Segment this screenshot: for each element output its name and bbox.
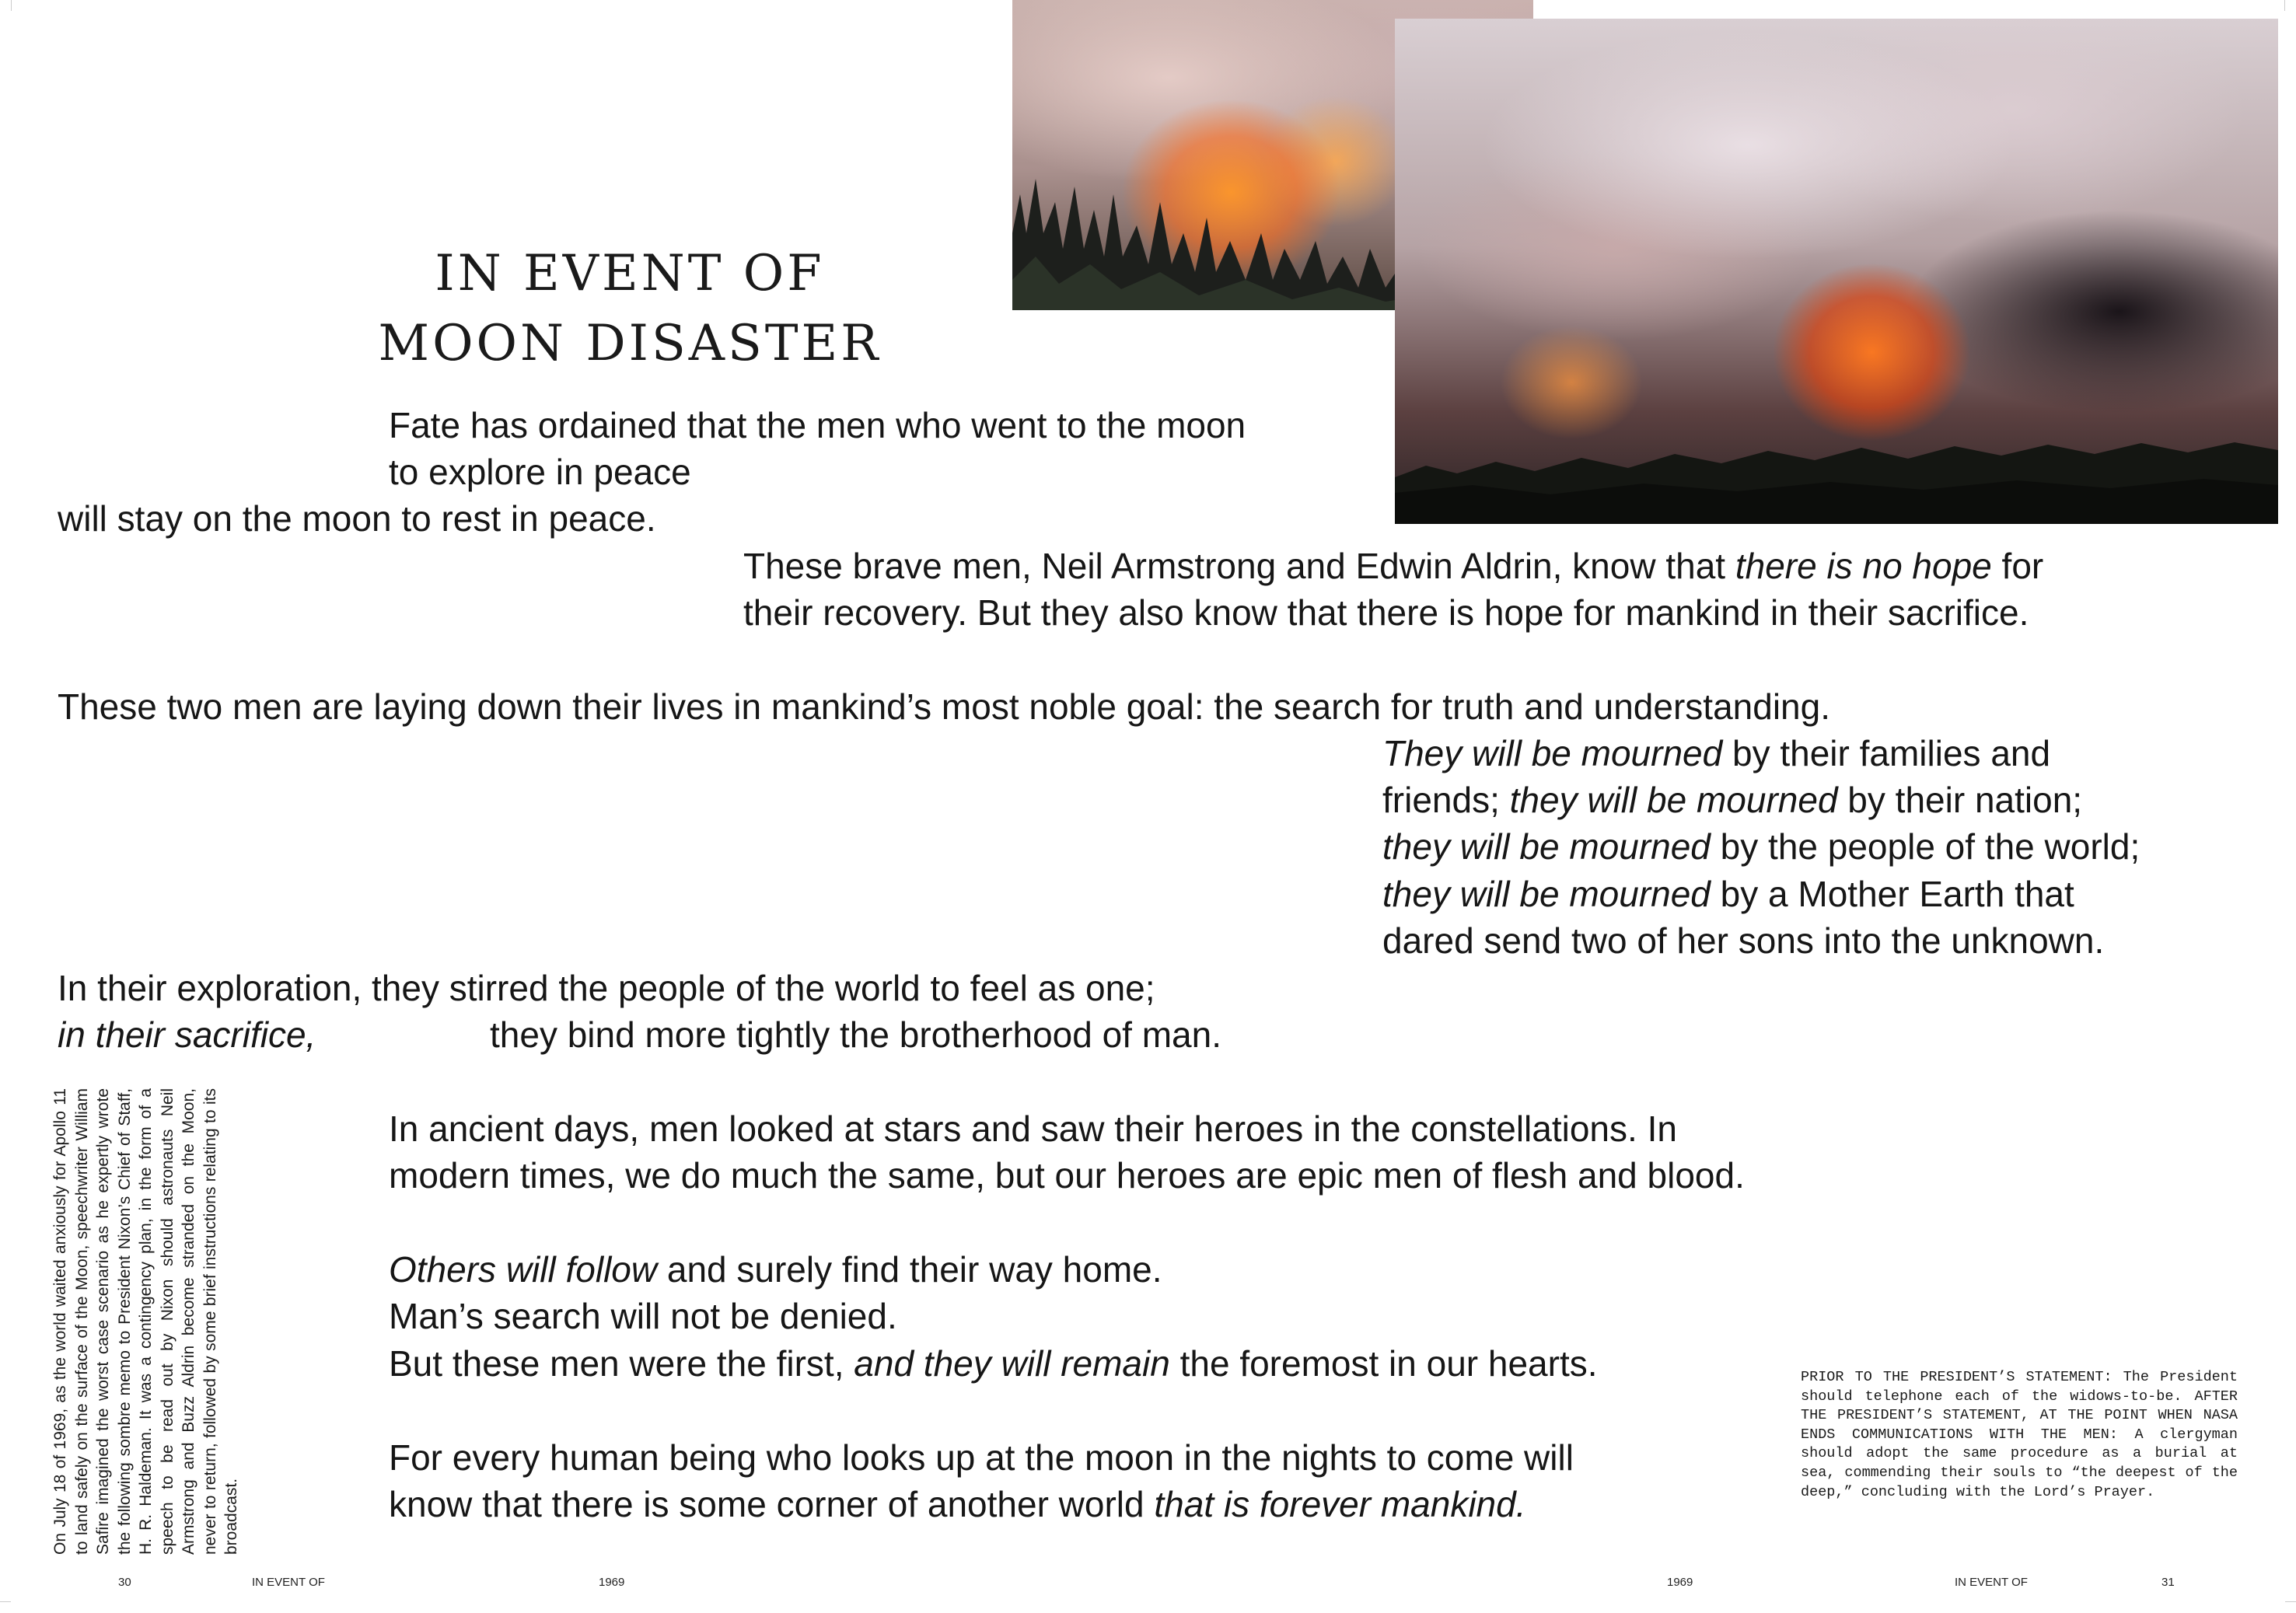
speech-text: by the people of the world; <box>1710 826 2140 867</box>
running-year-right: 1969 <box>1667 1576 1693 1589</box>
title-line-2: MOON DISASTER <box>378 315 882 372</box>
speech-line <box>1382 735 2050 771</box>
speech-line: In their exploration, they stirred the people of the world to feel as one; <box>58 968 1155 1008</box>
speech-emphasis: They will be mourned <box>1382 733 1723 773</box>
speech-text: by their families and <box>1722 733 2051 773</box>
speech-emphasis: in their sacrifice, <box>58 1014 316 1055</box>
speech-text: know that there is some corner of another world <box>389 1484 1155 1524</box>
speech-text: for <box>1991 546 2044 586</box>
title-line-1: IN EVENT OF <box>435 245 825 302</box>
speech-line <box>1382 876 2074 912</box>
page-number-right: 31 <box>2161 1576 2175 1589</box>
speech-text: These brave men, Neil Armstrong and Edwin Aldrin, know that <box>743 546 1735 586</box>
smoke-plume-photo <box>1395 19 2278 524</box>
running-title-right: IN EVENT OF <box>1955 1576 2028 1589</box>
tree-silhouette-icon <box>1395 19 2278 524</box>
speech-emphasis: there is no hope <box>1735 546 1992 586</box>
speech-emphasis: they will be mourned <box>1509 780 1838 820</box>
speech-emphasis: they will be mourned <box>1382 874 1711 914</box>
page-number-left: 30 <box>118 1576 131 1589</box>
speech-text: the foremost in our hearts. <box>1169 1343 1598 1384</box>
speech-emphasis: they will be mourned <box>1382 826 1711 867</box>
speech-emphasis: Others will follow <box>389 1249 658 1290</box>
broadcast-instructions-note: PRIOR TO THE PRESIDENT’S STATEMENT: The President should telephone each of the widows-to-be. AFTER THE PRESIDENT’S STATEMENT, AT THE POINT WHEN NASA ENDS COMMUNICATIONS WITH THE MEN: A clergyman should adopt the same procedure as a burial at sea, commending their souls to “the deepest of the deep,” concluding with the Lord’s Prayer. <box>1801 1369 2238 1500</box>
speech-line: their recovery. But they also know that there is hope for mankind in their sacrifice. <box>743 592 2029 633</box>
crop-mark <box>2285 1601 2296 1613</box>
speech-line <box>1382 826 2140 867</box>
crop-mark <box>2284 0 2296 11</box>
speech-line <box>389 1486 1525 1522</box>
speech-line: to explore in peace <box>389 452 691 492</box>
speech-line <box>743 548 2043 584</box>
speech-text: friends; <box>1382 780 1510 820</box>
speech-line: Man’s search will not be denied. <box>389 1296 897 1336</box>
speech-line <box>389 1249 1162 1290</box>
speech-text: by their nation; <box>1837 780 2083 820</box>
speech-line: will stay on the moon to rest in peace. <box>58 498 656 539</box>
speech-line <box>389 1343 1598 1384</box>
speech-text: by a Mother Earth that <box>1710 874 2074 914</box>
speech-line: For every human being who looks up at the moon in the nights to come will <box>389 1437 1574 1478</box>
context-side-note: On July 18 of 1969, as the world waited anxiously for Apollo 11 to land safely on the surface of the Moon, speechwriter William Safire imagined the worst case scenario as he expertly wrote the following sombre memo to President Nixon’s Chief of Staff, H. R. Haldeman. It was a contingency plan, in the form of a speech to be read out by Nixon should astronauts Neil Armstrong and Buzz Aldrin become stranded on the Moon, never to return, followed by some brief instructions relating to its broadcast. <box>51 1088 240 1555</box>
speech-emphasis: that is forever mankind. <box>1154 1484 1526 1524</box>
running-year-left: 1969 <box>599 1576 625 1589</box>
speech-line: they bind more tightly the brotherhood of man. <box>490 1014 1222 1055</box>
speech-line: modern times, we do much the same, but our heroes are epic men of flesh and blood. <box>389 1155 1745 1196</box>
speech-text: and surely find their way home. <box>657 1249 1162 1290</box>
speech-text: But these men were the first, <box>389 1343 854 1384</box>
speech-line: These two men are laying down their lives in mankind’s most noble goal: the search for truth and understanding. <box>58 686 1830 727</box>
crop-mark <box>0 1601 11 1613</box>
speech-line: dared send two of her sons into the unknown. <box>1382 920 2105 961</box>
speech-emphasis: and they will remain <box>854 1343 1170 1384</box>
speech-line: Fate has ordained that the men who went to the moon <box>389 405 1246 445</box>
crop-mark <box>0 0 12 11</box>
speech-line: In ancient days, men looked at stars and saw their heroes in the constellations. In <box>389 1109 1677 1149</box>
speech-line <box>1382 782 2082 818</box>
running-title-left: IN EVENT OF <box>252 1576 325 1589</box>
